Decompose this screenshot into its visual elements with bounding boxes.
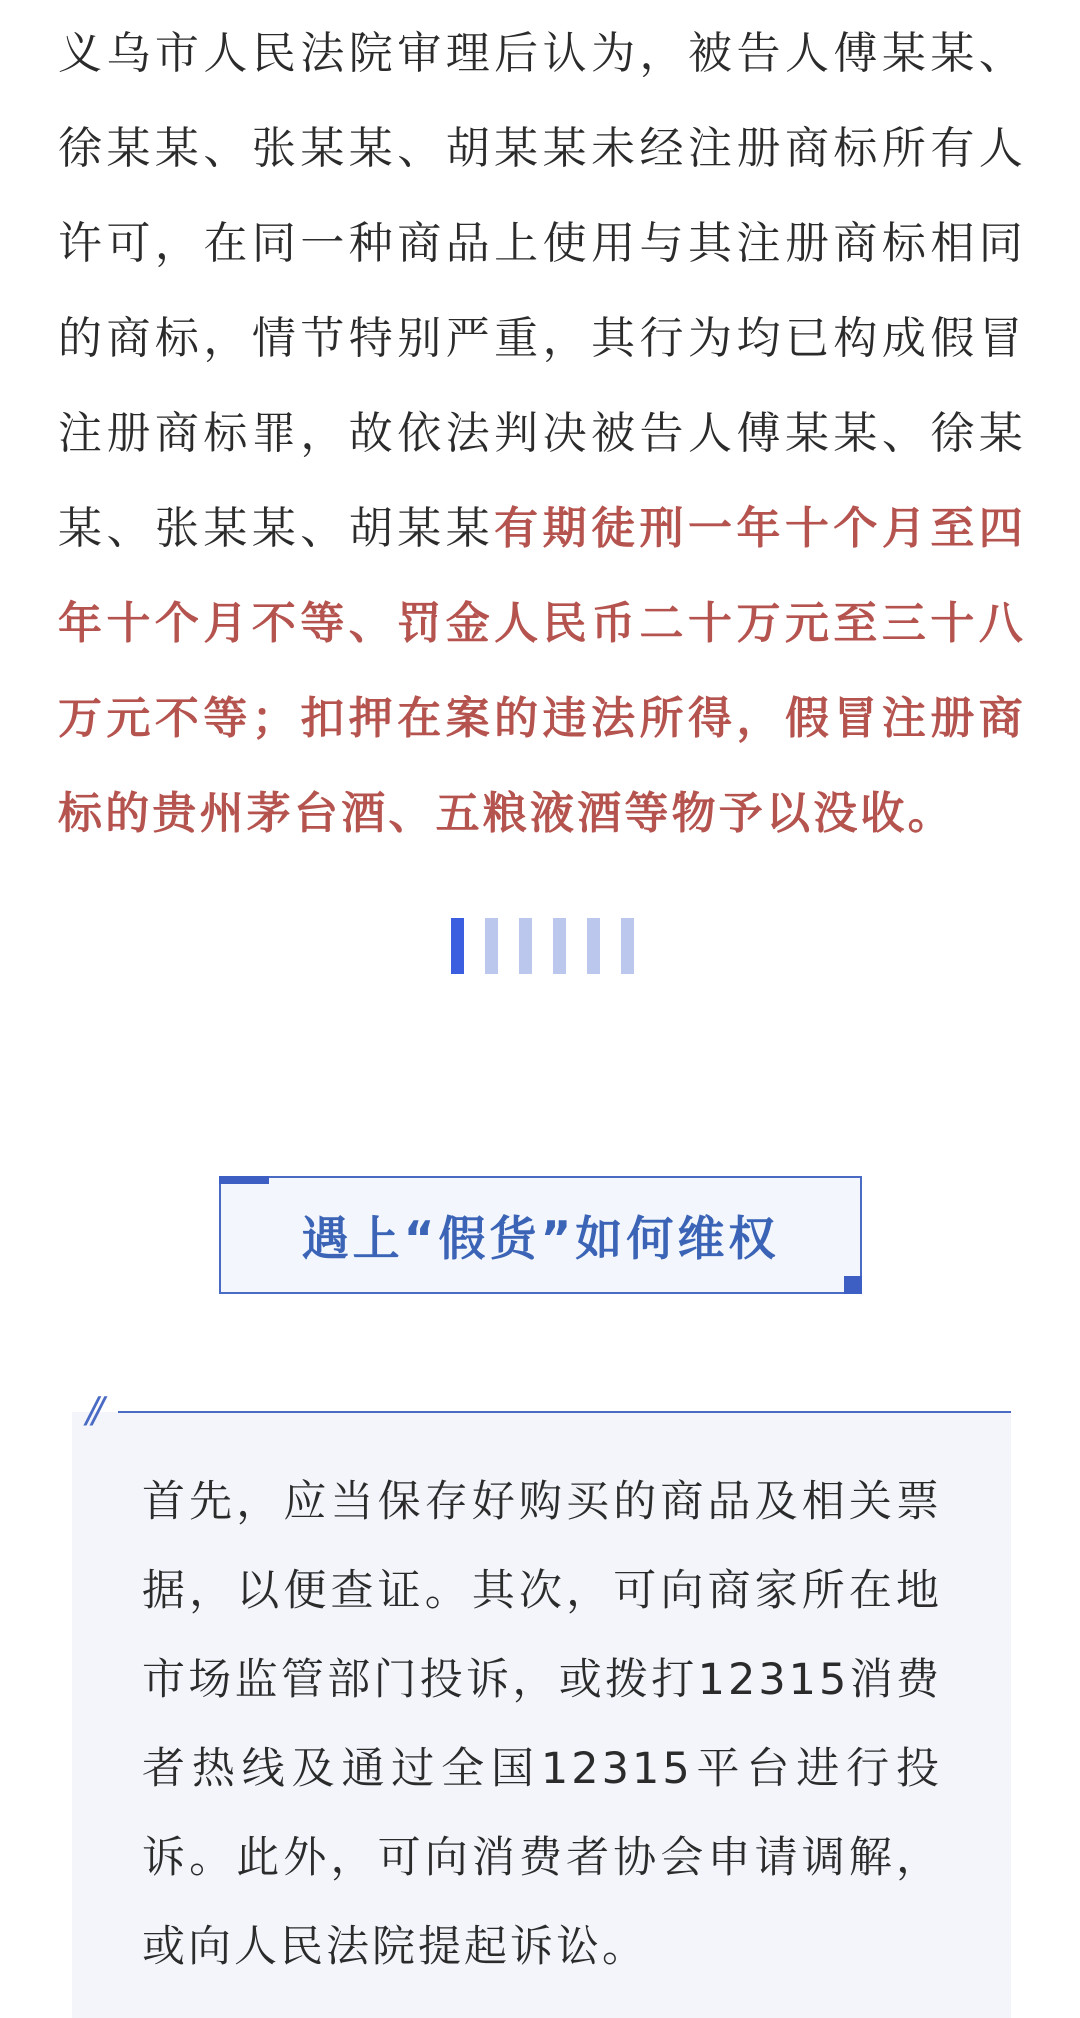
section-heading-box — [219, 1176, 862, 1294]
divider-bar — [485, 918, 498, 974]
double-slash-icon: // — [86, 1390, 99, 1431]
paragraph-plain-text: 义乌市人民法院审理后认为，被告人傅某某、徐某某、张某某、胡某某未经注册商标所有人许可，在同一种商品上使用与其注册商标相同的商标，情节特别严重，其行为均已构成假冒注册商标罪，故依法判决被告人傅某某、徐某某、张某某、胡某某 — [58, 28, 1026, 554]
divider-bar — [587, 918, 600, 974]
section-divider — [451, 918, 636, 974]
tip-card — [72, 1412, 1011, 2018]
article-paragraph — [58, 6, 1026, 861]
divider-bar — [519, 918, 532, 974]
corner-accent-bottom-right — [844, 1276, 862, 1294]
paragraph-highlight-text: 有期徒刑一年十个月至四年十个月不等、罚金人民币二十万元至三十八万元不等；扣押在案的违法所得，假冒注册商标的贵州茅台酒、五粮液酒等物予以没收。 — [58, 503, 1026, 839]
divider-bar — [621, 918, 634, 974]
card-top-rule — [118, 1411, 1011, 1413]
tip-card-text: 首先，应当保存好购买的商品及相关票据，以便查证。其次，可向商家所在地市场监管部门投诉，或拨打12315消费者热线及通过全国12315平台进行投诉。此外，可向消费者协会申请调解，或向人民法院提起诉讼。 — [142, 1477, 942, 1972]
section-title: 遇上“假货”如何维权 — [301, 1211, 780, 1267]
divider-bar — [451, 918, 464, 974]
divider-bar — [553, 918, 566, 974]
